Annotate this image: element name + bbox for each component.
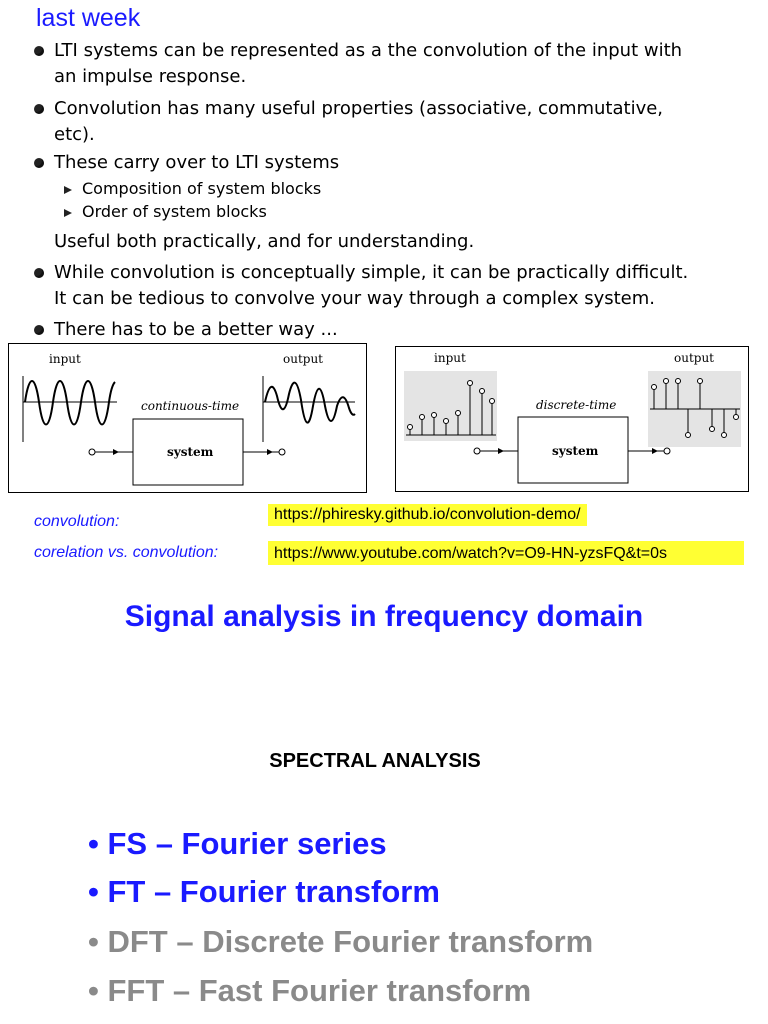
sub-bullet-text: Composition of system blocks xyxy=(82,179,322,198)
output-waveform xyxy=(265,383,355,423)
bullet-line: Convolution has many useful properties (associative, commutative, xyxy=(54,98,664,119)
sub-bullet-item xyxy=(64,178,321,200)
list-item-fft: • FFT – Fast Fourier transform xyxy=(88,973,532,1008)
input-signal-panel xyxy=(404,371,497,441)
spectral-analysis-heading: SPECTRAL ANALYSIS xyxy=(269,750,481,772)
youtube-video-link[interactable]: https://www.youtube.com/watch?v=O9-HN-yzsFQ&t=0s xyxy=(268,541,744,565)
bullet-line: While convolution is conceptually simple, it can be practically difficult. xyxy=(54,262,689,283)
section-title: Signal analysis in frequency domain xyxy=(124,600,644,633)
bullet-dot-icon xyxy=(34,268,44,278)
note-text: Useful both practically, and for understanding. xyxy=(54,231,475,252)
bullet-line: These carry over to LTI systems xyxy=(54,152,340,173)
list-item-fs: • FS – Fourier series xyxy=(88,826,387,861)
diagram-output-label: output xyxy=(674,351,715,365)
list-item-ft: • FT – Fourier transform xyxy=(88,874,440,909)
system-block-label: system xyxy=(167,445,214,459)
diagram-caption: continuous-time xyxy=(141,399,240,413)
bullet-dot-icon xyxy=(34,325,44,335)
diagram-caption: discrete-time xyxy=(536,398,617,412)
sub-bullet-item xyxy=(64,201,267,223)
bullet-dot-icon xyxy=(34,104,44,114)
list-item-dft: • DFT – Discrete Fourier transform xyxy=(88,924,594,959)
bullet-dot-icon xyxy=(34,46,44,56)
bullet-line: etc). xyxy=(54,124,95,145)
input-waveform xyxy=(25,381,115,425)
link-label-convolution: convolution: xyxy=(34,513,120,530)
continuous-time-diagram xyxy=(8,343,367,493)
bullet-dot-icon xyxy=(34,158,44,168)
diagram-output-label: output xyxy=(283,352,324,366)
diagram-input-label: input xyxy=(49,352,81,366)
triangle-bullet-icon xyxy=(64,209,72,217)
sub-bullet-text: Order of system blocks xyxy=(82,202,267,221)
convolution-demo-link[interactable]: https://phiresky.github.io/convolution-demo/ xyxy=(268,504,587,526)
discrete-time-diagram xyxy=(395,346,749,492)
triangle-bullet-icon xyxy=(64,186,72,194)
system-block-label: system xyxy=(552,444,599,458)
bullet-line: It can be tedious to convolve your way through a complex system. xyxy=(54,288,655,309)
diagram-input-label: input xyxy=(434,351,466,365)
bullet-line: There has to be a better way ... xyxy=(54,319,338,340)
slide-heading: last week xyxy=(36,4,141,32)
bullet-line: an impulse response. xyxy=(54,66,247,87)
link-label-correlation: corelation vs. convolution: xyxy=(34,544,219,561)
bullet-line: LTI systems can be represented as a the convolution of the input with xyxy=(54,40,683,61)
